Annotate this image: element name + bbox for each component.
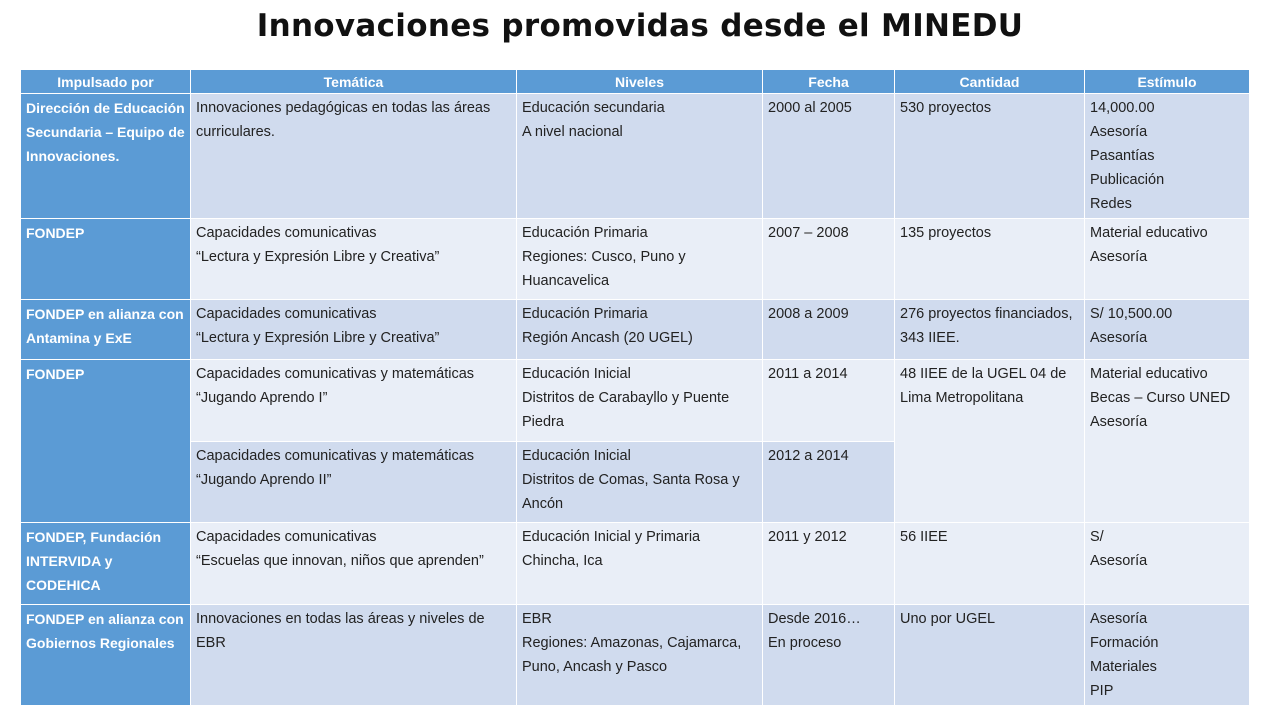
cell-niveles: EBR Regiones: Amazonas, Cajamarca, Puno, Ancash y Pasco <box>517 605 763 706</box>
table-row <box>21 360 1250 442</box>
table-row <box>21 605 1250 706</box>
header-cantidad: Cantidad <box>895 70 1085 94</box>
cell-fecha: Desde 2016… En proceso <box>763 605 895 706</box>
cell-tematica: Capacidades comunicativas y matemáticas “Jugando Aprendo II” <box>191 442 517 523</box>
cell-impulsado: FONDEP, Fundación INTERVIDA y CODEHICA <box>21 523 191 605</box>
cell-impulsado: FONDEP en alianza con Antamina y ExE <box>21 300 191 360</box>
cell-tematica: Capacidades comunicativas y matemáticas “Jugando Aprendo I” <box>191 360 517 442</box>
page-title: Innovaciones promovidas desde el MINEDU <box>256 8 1024 44</box>
header-fecha: Fecha <box>763 70 895 94</box>
cell-cantidad: 56 IIEE <box>895 523 1085 605</box>
cell-cantidad: Uno por UGEL <box>895 605 1085 706</box>
cell-tematica: Innovaciones pedagógicas en todas las áreas curriculares. <box>191 94 517 219</box>
cell-fecha: 2012 a 2014 <box>763 442 895 523</box>
cell-niveles: Educación Inicial Distritos de Comas, Santa Rosa y Ancón <box>517 442 763 523</box>
cell-cantidad: 48 IIEE de la UGEL 04 de Lima Metropolitana <box>895 360 1085 523</box>
cell-cantidad: 276 proyectos financiados, 343 IIEE. <box>895 300 1085 360</box>
header-estimulo: Estímulo <box>1085 70 1250 94</box>
header-niveles: Niveles <box>517 70 763 94</box>
cell-estimulo: Asesoría Formación Materiales PIP <box>1085 605 1250 706</box>
cell-niveles: Educación Inicial Distritos de Carabayllo y Puente Piedra <box>517 360 763 442</box>
header-impulsado-por: Impulsado por <box>21 70 191 94</box>
cell-tematica: Innovaciones en todas las áreas y niveles de EBR <box>191 605 517 706</box>
cell-niveles: Educación secundaria A nivel nacional <box>517 94 763 219</box>
cell-fecha: 2000 al 2005 <box>763 94 895 219</box>
table-row <box>21 300 1250 360</box>
cell-tematica: Capacidades comunicativas “Escuelas que innovan, niños que aprenden” <box>191 523 517 605</box>
cell-niveles: Educación Primaria Región Ancash (20 UGEL) <box>517 300 763 360</box>
cell-estimulo: S/ 10,500.00 Asesoría <box>1085 300 1250 360</box>
cell-impulsado: FONDEP en alianza con Gobiernos Regionales <box>21 605 191 706</box>
cell-cantidad: 530 proyectos <box>895 94 1085 219</box>
table-row <box>21 219 1250 300</box>
cell-impulsado: FONDEP <box>21 219 191 300</box>
innovations-table <box>20 69 1250 706</box>
cell-impulsado: Dirección de Educación Secundaria – Equipo de Innovaciones. <box>21 94 191 219</box>
cell-fecha: 2008 a 2009 <box>763 300 895 360</box>
cell-estimulo: 14,000.00 Asesoría Pasantías Publicación Redes <box>1085 94 1250 219</box>
cell-niveles: Educación Inicial y Primaria Chincha, Ica <box>517 523 763 605</box>
cell-tematica: Capacidades comunicativas “Lectura y Expresión Libre y Creativa” <box>191 219 517 300</box>
cell-impulsado: FONDEP <box>21 360 191 523</box>
cell-estimulo: Material educativo Asesoría <box>1085 219 1250 300</box>
cell-fecha: 2007 – 2008 <box>763 219 895 300</box>
cell-niveles: Educación Primaria Regiones: Cusco, Puno y Huancavelica <box>517 219 763 300</box>
table-header-row <box>21 70 1250 94</box>
cell-fecha: 2011 y 2012 <box>763 523 895 605</box>
table-row <box>21 94 1250 219</box>
cell-tematica: Capacidades comunicativas “Lectura y Expresión Libre y Creativa” <box>191 300 517 360</box>
cell-estimulo: S/ Asesoría <box>1085 523 1250 605</box>
cell-fecha: 2011 a 2014 <box>763 360 895 442</box>
table-row <box>21 523 1250 605</box>
cell-cantidad: 135 proyectos <box>895 219 1085 300</box>
header-tematica: Temática <box>191 70 517 94</box>
cell-estimulo: Material educativo Becas – Curso UNED Asesoría <box>1085 360 1250 523</box>
